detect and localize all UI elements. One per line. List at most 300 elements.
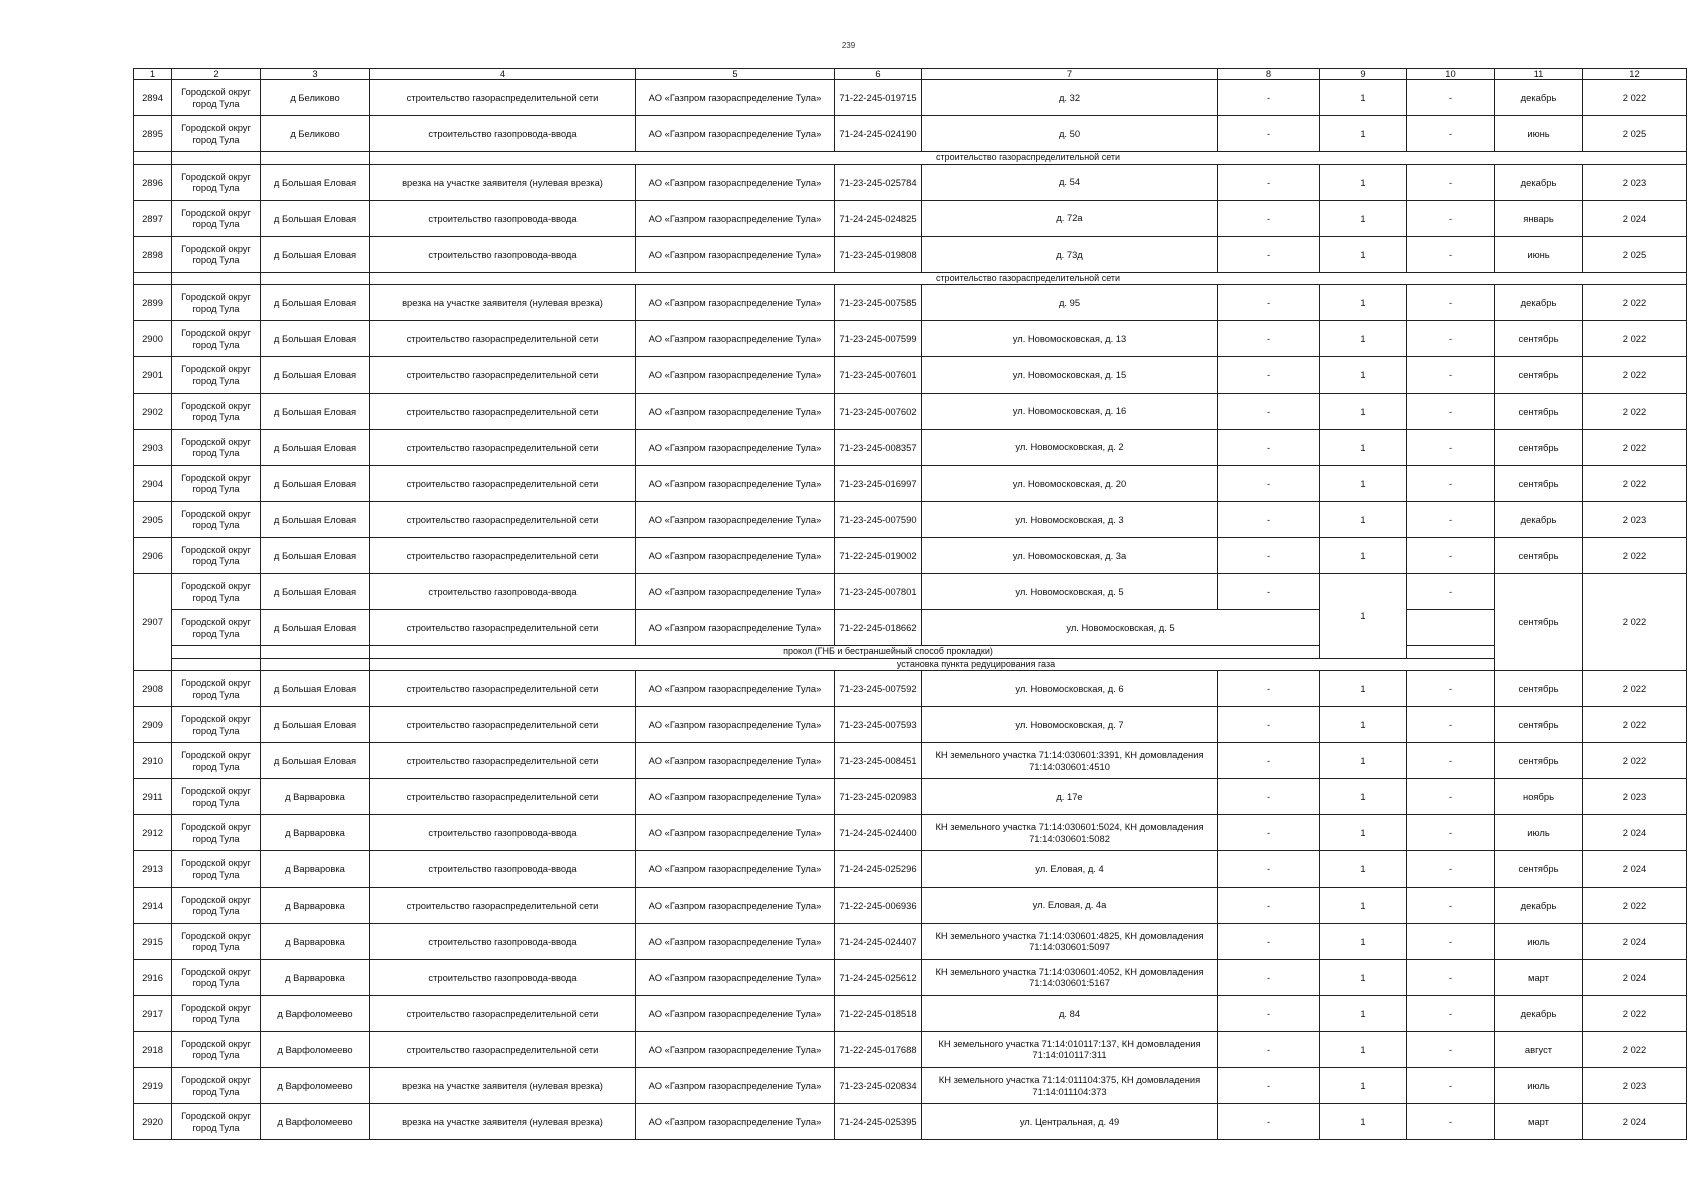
month-cell: сентябрь	[1495, 393, 1583, 429]
col10-cell: -	[1407, 670, 1495, 706]
settlement-cell: д Варваровка	[261, 923, 370, 959]
municipality-cell: Городской округ город Тула	[172, 501, 261, 537]
year-cell: 2 024	[1583, 1104, 1687, 1140]
col8-cell: -	[1218, 851, 1320, 887]
organization-cell: АО «Газпром газораспределение Тула»	[636, 1104, 835, 1140]
address-cell: КН земельного участка 71:14:011104:375, КН домовладения 71:14:011104:373	[922, 1068, 1218, 1104]
year-cell: 2 022	[1583, 670, 1687, 706]
table-row	[134, 1031, 1687, 1067]
municipality-cell: Городской округ город Тула	[172, 851, 261, 887]
address-cell: КН земельного участка 71:14:030601:5024, КН домовладения 71:14:030601:5082	[922, 815, 1218, 851]
work-type-cell: строительство газораспределительной сети	[370, 887, 636, 923]
month-cell: январь	[1495, 200, 1583, 236]
col8-cell: -	[1218, 200, 1320, 236]
settlement-cell: д Варфоломеево	[261, 1068, 370, 1104]
settlement-cell: д Большая Еловая	[261, 743, 370, 779]
row-number-cell: 2910	[134, 743, 172, 779]
organization-cell: АО «Газпром газораспределение Тула»	[636, 1068, 835, 1104]
municipality-cell: Городской округ город Тула	[172, 959, 261, 995]
municipality-cell: Городской округ город Тула	[172, 429, 261, 465]
year-cell: 2 022	[1583, 537, 1687, 573]
municipality-cell: Городской округ город Тула	[172, 610, 261, 646]
group-blank-cell	[261, 272, 370, 284]
col9-cell: 1	[1320, 116, 1407, 152]
table-row	[134, 779, 1687, 815]
column-header-12: 12	[1583, 69, 1687, 80]
year-cell: 2 022	[1583, 707, 1687, 743]
address-cell: д. 50	[922, 116, 1218, 152]
row-number-cell: 2894	[134, 80, 172, 116]
application-code-cell: 71-22-245-017688	[835, 1031, 922, 1067]
col8-cell: -	[1218, 815, 1320, 851]
registry-table	[133, 68, 1687, 1140]
organization-cell: АО «Газпром газораспределение Тула»	[636, 321, 835, 357]
year-cell: 2 024	[1583, 923, 1687, 959]
municipality-cell: Городской округ город Тула	[172, 321, 261, 357]
work-type-cell: строительство газораспределительной сети	[370, 393, 636, 429]
year-cell: 2 022	[1583, 1031, 1687, 1067]
column-header-2: 2	[172, 69, 261, 80]
row-number-cell: 2915	[134, 923, 172, 959]
table-row	[134, 887, 1687, 923]
col9-cell: 1	[1320, 537, 1407, 573]
col10-cell: -	[1407, 707, 1495, 743]
row-number-cell: 2901	[134, 357, 172, 393]
table-row	[134, 501, 1687, 537]
organization-cell: АО «Газпром газораспределение Тула»	[636, 574, 835, 610]
col9-cell: 1	[1320, 815, 1407, 851]
group-header-row	[134, 272, 1687, 284]
municipality-cell: Городской округ город Тула	[172, 995, 261, 1031]
column-header-9: 9	[1320, 69, 1407, 80]
col9-cell: 1	[1320, 200, 1407, 236]
application-code-cell: 71-23-245-008357	[835, 429, 922, 465]
year-cell: 2 023	[1583, 1068, 1687, 1104]
col10-cell: -	[1407, 357, 1495, 393]
application-code-cell: 71-23-245-007592	[835, 670, 922, 706]
col8-cell: -	[1218, 1031, 1320, 1067]
col9-cell: 1	[1320, 887, 1407, 923]
settlement-cell: д Варваровка	[261, 851, 370, 887]
municipality-cell: Городской округ город Тула	[172, 116, 261, 152]
table-row	[134, 429, 1687, 465]
address-cell: ул. Новомосковская, д. 20	[922, 465, 1218, 501]
table-row	[134, 236, 1687, 272]
address-cell: ул. Новомосковская, д. 7	[922, 707, 1218, 743]
month-cell: сентябрь	[1495, 743, 1583, 779]
municipality-cell: Городской округ город Тула	[172, 285, 261, 321]
table-row	[134, 200, 1687, 236]
settlement-cell: д Большая Еловая	[261, 236, 370, 272]
settlement-cell: д Варваровка	[261, 959, 370, 995]
month-cell: сентябрь	[1495, 429, 1583, 465]
row-number-cell: 2902	[134, 393, 172, 429]
year-cell: 2 024	[1583, 815, 1687, 851]
organization-cell: АО «Газпром газораспределение Тула»	[636, 501, 835, 537]
row-number-cell: 2907	[134, 574, 172, 671]
table-row	[134, 923, 1687, 959]
row-number-cell: 2904	[134, 465, 172, 501]
col10-cell: -	[1407, 851, 1495, 887]
address-cell: ул. Новомосковская, д. 15	[922, 357, 1218, 393]
municipality-cell: Городской округ город Тула	[172, 357, 261, 393]
month-cell: декабрь	[1495, 887, 1583, 923]
row-number-cell: 2899	[134, 285, 172, 321]
table-row	[134, 537, 1687, 573]
work-type-cell: строительство газораспределительной сети	[370, 357, 636, 393]
table-row	[134, 959, 1687, 995]
month-cell: август	[1495, 1031, 1583, 1067]
settlement-cell: д Большая Еловая	[261, 670, 370, 706]
col9-cell: 1	[1320, 1068, 1407, 1104]
column-header-10: 10	[1407, 69, 1495, 80]
year-cell: 2 022	[1583, 285, 1687, 321]
group-blank-cell	[172, 152, 261, 164]
year-cell: 2 022	[1583, 743, 1687, 779]
work-type-cell: врезка на участке заявителя (нулевая врезка)	[370, 285, 636, 321]
work-type-cell: строительство газораспределительной сети	[370, 321, 636, 357]
application-code-cell: 71-24-245-025612	[835, 959, 922, 995]
col10-cell: -	[1407, 887, 1495, 923]
address-cell: д. 73д	[922, 236, 1218, 272]
month-cell: сентябрь	[1495, 707, 1583, 743]
settlement-cell: д Большая Еловая	[261, 707, 370, 743]
col10-cell: -	[1407, 923, 1495, 959]
application-code-cell: 71-24-245-024825	[835, 200, 922, 236]
table-row	[134, 851, 1687, 887]
col9-cell: 1	[1320, 285, 1407, 321]
table-row	[134, 357, 1687, 393]
month-cell: декабрь	[1495, 164, 1583, 200]
row-number-cell: 2895	[134, 116, 172, 152]
table-row	[134, 321, 1687, 357]
col8-cell: -	[1218, 574, 1320, 610]
organization-cell: АО «Газпром газораспределение Тула»	[636, 429, 835, 465]
organization-cell: АО «Газпром газораспределение Тула»	[636, 236, 835, 272]
municipality-cell: Городской округ город Тула	[172, 80, 261, 116]
address-cell: ул. Новомосковская, д. 16	[922, 393, 1218, 429]
col8-cell: -	[1218, 959, 1320, 995]
col8-cell: -	[1218, 1068, 1320, 1104]
col8-cell: -	[1218, 670, 1320, 706]
municipality-cell: Городской округ город Тула	[172, 779, 261, 815]
col9-cell: 1	[1320, 670, 1407, 706]
col10-cell: -	[1407, 285, 1495, 321]
organization-cell: АО «Газпром газораспределение Тула»	[636, 743, 835, 779]
col8-cell: -	[1218, 465, 1320, 501]
month-cell: март	[1495, 1104, 1583, 1140]
work-type-cell: строительство газопровода-ввода	[370, 923, 636, 959]
application-code-cell: 71-23-245-007599	[835, 321, 922, 357]
col8-cell: -	[1218, 887, 1320, 923]
table-row	[134, 1068, 1687, 1104]
col8-cell: -	[1218, 1104, 1320, 1140]
work-type-cell: строительство газораспределительной сети	[370, 670, 636, 706]
col9-cell: 1	[1320, 429, 1407, 465]
year-cell: 2 024	[1583, 851, 1687, 887]
municipality-cell: Городской округ город Тула	[172, 465, 261, 501]
application-code-cell: 71-24-245-025395	[835, 1104, 922, 1140]
month-cell: июль	[1495, 1068, 1583, 1104]
settlement-cell: д Варваровка	[261, 779, 370, 815]
settlement-cell: д Варваровка	[261, 887, 370, 923]
settlement-cell: д Варфоломеево	[261, 1104, 370, 1140]
col10-cell: -	[1407, 80, 1495, 116]
work-type-cell: строительство газораспределительной сети	[370, 80, 636, 116]
address-cell: ул. Новомосковская, д. 3	[922, 501, 1218, 537]
settlement-cell: д Большая Еловая	[261, 285, 370, 321]
col10-cell: -	[1407, 321, 1495, 357]
work-type-cell: строительство газораспределительной сети	[370, 707, 636, 743]
address-cell: КН земельного участка 71:14:030601:4052, КН домовладения 71:14:030601:5167	[922, 959, 1218, 995]
application-code-cell: 71-23-245-016997	[835, 465, 922, 501]
col9-cell: 1	[1320, 574, 1407, 659]
organization-cell: АО «Газпром газораспределение Тула»	[636, 851, 835, 887]
col9-cell: 1	[1320, 1104, 1407, 1140]
work-type-cell: строительство газораспределительной сети	[370, 429, 636, 465]
month-cell: июнь	[1495, 116, 1583, 152]
col10-cell: -	[1407, 1068, 1495, 1104]
application-code-cell: 71-24-245-025296	[835, 851, 922, 887]
group-blank-cell	[134, 272, 172, 284]
year-cell: 2 022	[1583, 393, 1687, 429]
col8-cell: -	[1218, 357, 1320, 393]
col9-cell: 1	[1320, 321, 1407, 357]
organization-cell: АО «Газпром газораспределение Тула»	[636, 779, 835, 815]
month-cell: сентябрь	[1495, 321, 1583, 357]
note-row	[134, 658, 1687, 670]
col10-cell: -	[1407, 815, 1495, 851]
municipality-cell: Городской округ город Тула	[172, 393, 261, 429]
work-type-cell: строительство газораспределительной сети	[370, 1031, 636, 1067]
col9-cell: 1	[1320, 393, 1407, 429]
col8-cell: -	[1218, 707, 1320, 743]
col8-cell: -	[1218, 285, 1320, 321]
application-code-cell: 71-23-245-007593	[835, 707, 922, 743]
address-cell: д. 84	[922, 995, 1218, 1031]
application-code-cell: 71-23-245-020834	[835, 1068, 922, 1104]
organization-cell: АО «Газпром газораспределение Тула»	[636, 357, 835, 393]
month-cell: декабрь	[1495, 995, 1583, 1031]
col9-cell: 1	[1320, 959, 1407, 995]
municipality-cell: Городской округ город Тула	[172, 537, 261, 573]
settlement-cell: д Большая Еловая	[261, 610, 370, 646]
address-cell: ул. Новомосковская, д. 5	[922, 610, 1320, 646]
col9-cell: 1	[1320, 851, 1407, 887]
header-row	[134, 69, 1687, 80]
application-code-cell: 71-23-245-019808	[835, 236, 922, 272]
organization-cell: АО «Газпром газораспределение Тула»	[636, 200, 835, 236]
col10-cell: -	[1407, 164, 1495, 200]
group-label: строительство газораспределительной сети	[370, 272, 1687, 284]
col8-cell: -	[1218, 116, 1320, 152]
table-row	[134, 164, 1687, 200]
municipality-cell: Городской округ город Тула	[172, 815, 261, 851]
note-blank-cell	[172, 658, 261, 670]
table-row	[134, 116, 1687, 152]
row-number-cell: 2906	[134, 537, 172, 573]
table-row	[134, 670, 1687, 706]
column-header-8: 8	[1218, 69, 1320, 80]
year-cell: 2 023	[1583, 501, 1687, 537]
column-header-3: 3	[261, 69, 370, 80]
work-type-cell: строительство газопровода-ввода	[370, 815, 636, 851]
col8-cell: -	[1218, 923, 1320, 959]
col9-cell: 1	[1320, 707, 1407, 743]
address-cell: ул. Еловая, д. 4	[922, 851, 1218, 887]
year-cell: 2 024	[1583, 200, 1687, 236]
col8-cell: -	[1218, 393, 1320, 429]
year-cell: 2 022	[1583, 887, 1687, 923]
organization-cell: АО «Газпром газораспределение Тула»	[636, 923, 835, 959]
col8-cell: -	[1218, 80, 1320, 116]
month-cell: сентябрь	[1495, 537, 1583, 573]
address-cell: ул. Новомосковская, д. 3а	[922, 537, 1218, 573]
col10-cell: -	[1407, 429, 1495, 465]
settlement-cell: д Большая Еловая	[261, 465, 370, 501]
work-type-cell: строительство газораспределительной сети	[370, 501, 636, 537]
organization-cell: АО «Газпром газораспределение Тула»	[636, 887, 835, 923]
address-cell: ул. Центральная, д. 49	[922, 1104, 1218, 1140]
application-code-cell: 71-23-245-007585	[835, 285, 922, 321]
col8-cell: -	[1218, 429, 1320, 465]
col8-cell: -	[1218, 236, 1320, 272]
table-row	[134, 80, 1687, 116]
month-cell: сентябрь	[1495, 465, 1583, 501]
col9-cell: 1	[1320, 164, 1407, 200]
municipality-cell: Городской округ город Тула	[172, 1068, 261, 1104]
col9-cell: 1	[1320, 923, 1407, 959]
month-cell: декабрь	[1495, 285, 1583, 321]
row-number-cell: 2920	[134, 1104, 172, 1140]
address-cell: КН земельного участка 71:14:010117:137, КН домовладения 71:14:010117:311	[922, 1031, 1218, 1067]
col8-cell: -	[1218, 995, 1320, 1031]
address-cell: КН земельного участка 71:14:030601:3391, КН домовладения 71:14:030601:4510	[922, 743, 1218, 779]
settlement-cell: д Большая Еловая	[261, 501, 370, 537]
col8-cell: -	[1218, 164, 1320, 200]
work-type-cell: строительство газопровода-ввода	[370, 959, 636, 995]
work-type-cell: врезка на участке заявителя (нулевая врезка)	[370, 1104, 636, 1140]
col8-cell: -	[1218, 537, 1320, 573]
settlement-cell: д Большая Еловая	[261, 537, 370, 573]
col10-cell: -	[1407, 959, 1495, 995]
municipality-cell: Городской округ город Тула	[172, 743, 261, 779]
settlement-cell: д Большая Еловая	[261, 393, 370, 429]
table-row	[134, 610, 1687, 646]
col10-cell: -	[1407, 393, 1495, 429]
column-header-7: 7	[922, 69, 1218, 80]
column-header-6: 6	[835, 69, 922, 80]
work-type-cell: строительство газораспределительной сети	[370, 779, 636, 815]
group-header-row	[134, 152, 1687, 164]
work-type-cell: строительство газопровода-ввода	[370, 574, 636, 610]
year-cell: 2 022	[1583, 357, 1687, 393]
application-code-cell: 71-22-245-019715	[835, 80, 922, 116]
row-number-cell: 2918	[134, 1031, 172, 1067]
settlement-cell: д Большая Еловая	[261, 574, 370, 610]
year-cell: 2 025	[1583, 236, 1687, 272]
municipality-cell: Городской округ город Тула	[172, 164, 261, 200]
month-cell: сентябрь	[1495, 851, 1583, 887]
settlement-cell: д Большая Еловая	[261, 429, 370, 465]
year-cell: 2 022	[1583, 321, 1687, 357]
municipality-cell: Городской округ город Тула	[172, 236, 261, 272]
group-blank-cell	[172, 272, 261, 284]
organization-cell: АО «Газпром газораспределение Тула»	[636, 1031, 835, 1067]
organization-cell: АО «Газпром газораспределение Тула»	[636, 465, 835, 501]
municipality-cell: Городской округ город Тула	[172, 670, 261, 706]
column-header-1: 1	[134, 69, 172, 80]
col9-cell: 1	[1320, 743, 1407, 779]
col10-cell: -	[1407, 1104, 1495, 1140]
month-cell: декабрь	[1495, 80, 1583, 116]
year-cell: 2 023	[1583, 779, 1687, 815]
note-blank-cell	[261, 646, 370, 658]
col8-cell: -	[1218, 743, 1320, 779]
col8-cell: -	[1218, 501, 1320, 537]
year-cell: 2 024	[1583, 959, 1687, 995]
address-cell: ул. Новомосковская, д. 13	[922, 321, 1218, 357]
col9-cell: 1	[1320, 501, 1407, 537]
municipality-cell: Городской округ город Тула	[172, 1031, 261, 1067]
column-header-5: 5	[636, 69, 835, 80]
row-number-cell: 2917	[134, 995, 172, 1031]
application-code-cell: 71-23-245-007602	[835, 393, 922, 429]
address-cell: д. 72а	[922, 200, 1218, 236]
organization-cell: АО «Газпром газораспределение Тула»	[636, 707, 835, 743]
application-code-cell: 71-23-245-025784	[835, 164, 922, 200]
application-code-cell: 71-23-245-020983	[835, 779, 922, 815]
settlement-cell: д Варфоломеево	[261, 1031, 370, 1067]
col9-cell: 1	[1320, 357, 1407, 393]
application-code-cell: 71-22-245-018662	[835, 610, 922, 646]
settlement-cell: д Варваровка	[261, 815, 370, 851]
year-cell: 2 025	[1583, 116, 1687, 152]
application-code-cell: 71-23-245-007801	[835, 574, 922, 610]
table-row	[134, 707, 1687, 743]
work-type-cell: строительство газопровода-ввода	[370, 236, 636, 272]
col8-cell: -	[1218, 779, 1320, 815]
column-header-11: 11	[1495, 69, 1583, 80]
municipality-cell: Городской округ город Тула	[172, 200, 261, 236]
col10-cell: -	[1407, 574, 1495, 610]
year-cell: 2 023	[1583, 164, 1687, 200]
address-cell: ул. Новомосковская, д. 5	[922, 574, 1218, 610]
table-row	[134, 815, 1687, 851]
table-row	[134, 393, 1687, 429]
page-number: 239	[841, 41, 856, 50]
col10-cell: -	[1407, 537, 1495, 573]
work-type-cell: врезка на участке заявителя (нулевая врезка)	[370, 164, 636, 200]
municipality-cell: Городской округ город Тула	[172, 923, 261, 959]
address-cell: ул. Новомосковская, д. 6	[922, 670, 1218, 706]
col10-cell: -	[1407, 779, 1495, 815]
col9-cell: 1	[1320, 80, 1407, 116]
group-blank-cell	[134, 152, 172, 164]
organization-cell: АО «Газпром газораспределение Тула»	[636, 116, 835, 152]
month-cell: июнь	[1495, 236, 1583, 272]
work-type-cell: врезка на участке заявителя (нулевая врезка)	[370, 1068, 636, 1104]
col10-cell: -	[1407, 116, 1495, 152]
month-cell: июль	[1495, 923, 1583, 959]
year-cell: 2 022	[1583, 995, 1687, 1031]
note-label: прокол (ГНБ и бестраншейный способ прокладки)	[370, 646, 1407, 658]
row-number-cell: 2911	[134, 779, 172, 815]
application-code-cell: 71-23-245-008451	[835, 743, 922, 779]
address-cell: ул. Новомосковская, д. 2	[922, 429, 1218, 465]
application-code-cell: 71-22-245-006936	[835, 887, 922, 923]
table-row	[134, 995, 1687, 1031]
